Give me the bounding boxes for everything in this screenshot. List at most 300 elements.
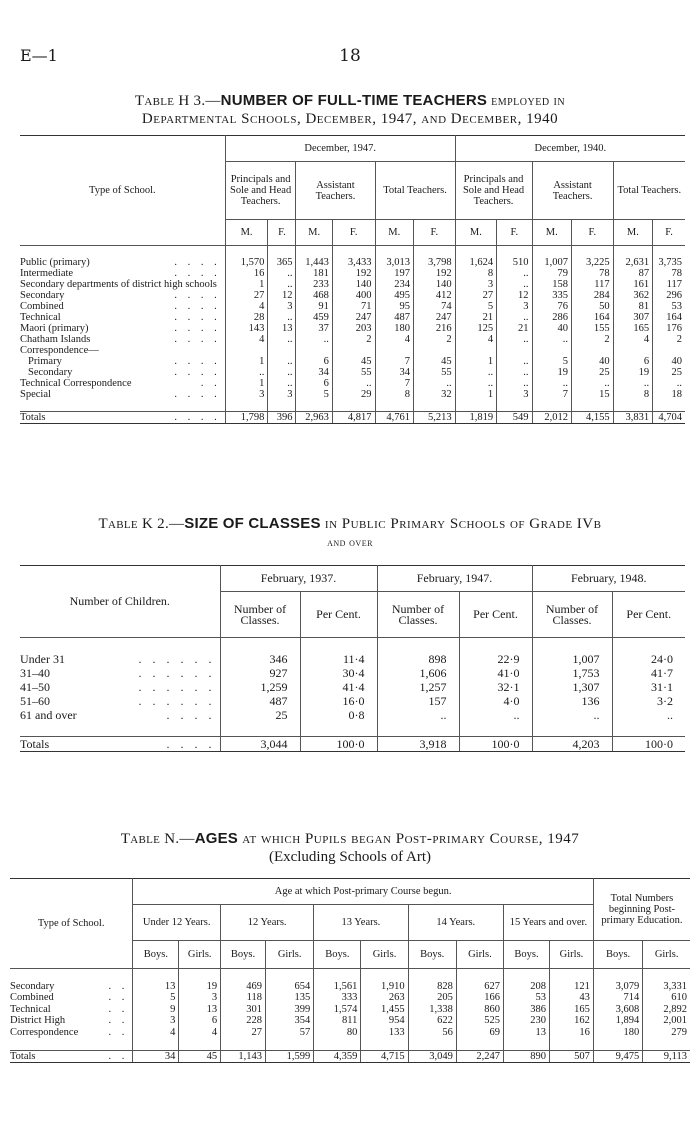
table-row [20,312,685,323]
table-cell: 203 [332,323,375,334]
table-cell: 9,113 [643,1050,690,1063]
table-cell: 40 [653,356,685,367]
row-label-text: 61 and over [20,708,77,722]
table-cell: 27 [455,290,497,301]
column-header-type: Type of School. [10,879,133,969]
table-n-heading: AGES [194,830,238,847]
table-cell: 155 [572,323,614,334]
table-cell: 5 [296,389,332,400]
row-label-text: Correspondence— [20,345,99,356]
table-cell [332,345,375,356]
table-row [20,708,685,722]
table-cell: .. [332,378,375,389]
column-header-type: Type of School. [20,136,225,246]
row-label-text: Under 31 [20,652,65,666]
table-cell: 27 [225,290,268,301]
row-label-text: Technical [10,1003,51,1015]
row-label-text: Secondary [28,367,73,378]
table-cell: 208 [503,981,549,993]
table-cell: 13 [179,1004,221,1016]
row-label-text: 51–60 [20,694,50,708]
table-cell: 40 [572,356,614,367]
teachers-table [20,135,685,424]
table-cell: 4,155 [572,412,614,424]
table-row [20,666,685,680]
table-cell: 78 [572,268,614,279]
age-header: Under 12 Years. [133,905,221,941]
column-header-percent: Per Cent. [612,592,685,638]
table-cell: 362 [613,290,653,301]
table-cell: 230 [503,1015,549,1027]
table-cell: 4 [225,334,268,345]
table-cell: 19 [532,367,572,378]
table-cell: 18 [653,389,685,400]
table-n-title [20,830,680,866]
table-k2-heading-rest: in Public Primary Schools of Grade IVb [320,516,602,532]
table-cell: 1,753 [532,666,612,680]
table-cell: 346 [220,652,300,666]
table-cell: 1,007 [532,652,612,666]
table-cell: 233 [296,279,332,290]
girls-header: Girls. [643,941,690,969]
row-label-text: Totals [10,1050,36,1062]
table-cell: .. [413,378,455,389]
table-cell: 100·0 [612,737,685,752]
table-cell: 6 [613,356,653,367]
girls-header: Girls. [456,941,503,969]
row-label [20,666,220,680]
table-row [20,345,685,356]
table-cell [225,345,268,356]
table-cell: 13 [268,323,296,334]
table-cell: 399 [266,1004,314,1016]
boys-header: Boys. [503,941,549,969]
period-header-1947: December, 1947. [225,136,455,162]
table-cell: 4,761 [375,412,413,424]
table-cell: 143 [225,323,268,334]
table-cell: 30·4 [300,666,377,680]
table-cell: 4 [179,1027,221,1039]
table-n-heading-rest: at which Pupils began Post-primary Course, 1947 [238,831,580,847]
table-row [10,1004,690,1016]
table-cell: 6 [296,356,332,367]
table-k2-subheading: and over [327,537,373,549]
table-cell: 205 [408,992,456,1004]
table-cell: 27 [221,1027,266,1039]
table-row [20,279,685,290]
table-cell: 8 [613,389,653,400]
table-cell: .. [572,378,614,389]
table-cell: 627 [456,981,503,993]
sex-header-f: F. [268,220,296,246]
row-label-text: Totals [20,412,46,423]
leader-dots: . . . . . . [138,694,216,708]
column-header-percent: Per Cent. [300,592,377,638]
group-header-principals: Principals and Sole and Head Teachers. [225,162,296,220]
table-cell: .. [532,708,612,722]
table-cell: 2 [572,334,614,345]
leader-dots: . . [200,378,221,389]
table-cell: 24·0 [612,652,685,666]
table-cell: .. [268,268,296,279]
table-cell: 78 [653,268,685,279]
table-cell: 165 [550,1004,594,1016]
table-cell: 8 [455,268,497,279]
table-cell: 29 [332,389,375,400]
table-cell: 4,359 [314,1050,361,1063]
leader-dots: . . . . . . [138,680,216,694]
table-cell: 5,213 [413,412,455,424]
table-cell: 3 [268,389,296,400]
leader-dots: . . . . [174,257,221,268]
table-cell: 12 [497,290,532,301]
table-cell: 87 [613,268,653,279]
table-cell [497,345,532,356]
table-row [20,334,685,345]
table-cell: 41·0 [459,666,532,680]
table-cell: .. [497,356,532,367]
table-cell: 247 [332,312,375,323]
table-cell: 1,606 [377,666,459,680]
table-cell: 133 [361,1027,408,1039]
table-cell: 100·0 [300,737,377,752]
table-cell: 495 [375,290,413,301]
table-row [20,680,685,694]
table-cell: 4,704 [653,412,685,424]
leader-dots: . . . . [174,412,221,423]
column-header-classes: Number of Classes. [532,592,612,638]
sex-header-m: M. [225,220,268,246]
table-cell: .. [455,378,497,389]
table-cell: 81 [613,301,653,312]
table-cell: .. [455,367,497,378]
column-header-children: Number of Children. [20,566,220,638]
table-cell: .. [497,367,532,378]
table-cell: 654 [266,981,314,993]
leader-dots: . . . . [174,312,221,323]
table-cell: 333 [314,992,361,1004]
ages-table [10,878,690,1063]
table-cell: 898 [377,652,459,666]
group-header-total: Total Teachers. [613,162,685,220]
row-label [20,279,225,290]
table-cell: .. [497,268,532,279]
table-cell: 34 [133,1050,179,1063]
table-cell: 34 [296,367,332,378]
table-cell: 136 [532,694,612,708]
table-cell: 5 [133,992,179,1004]
row-label [20,412,225,424]
table-cell: 57 [266,1027,314,1039]
table-cell: 6 [296,378,332,389]
table-cell: 286 [532,312,572,323]
table-cell: 0·8 [300,708,377,722]
group-header-principals: Principals and Sole and Head Teachers. [455,162,532,220]
table-cell: .. [497,334,532,345]
table-cell: 1,257 [377,680,459,694]
row-label [20,378,225,389]
row-label [10,981,133,993]
leader-dots: . . . . [174,389,221,400]
spacer-row [20,400,685,412]
table-cell: 181 [296,268,332,279]
table-cell: 1 [455,389,497,400]
row-label [20,389,225,400]
page-reference: E—1 [20,46,58,65]
spacer-row [20,722,685,737]
table-cell: 197 [375,268,413,279]
table-cell: 41·7 [612,666,685,680]
table-cell: 1 [455,356,497,367]
totals-row [10,1050,690,1063]
table-cell: 3,331 [643,981,690,993]
leader-dots: . . . . [174,301,221,312]
table-cell: 5 [455,301,497,312]
row-label [20,345,225,356]
table-cell: 3·2 [612,694,685,708]
table-h3-heading: NUMBER OF FULL-TIME TEACHERS [220,92,488,109]
table-cell: .. [268,378,296,389]
table-cell: 13 [503,1027,549,1039]
table-cell [413,345,455,356]
table-cell: 1,338 [408,1004,456,1016]
table-cell: 55 [413,367,455,378]
table-cell: .. [497,279,532,290]
table-cell: 1,894 [593,1015,642,1027]
table-cell: 11·4 [300,652,377,666]
table-row [20,367,685,378]
row-label [10,992,133,1004]
table-cell: .. [268,356,296,367]
leader-dots: . . [108,1026,129,1038]
table-cell: 1,910 [361,981,408,993]
row-label [20,323,225,334]
table-cell: 157 [377,694,459,708]
row-label [10,1015,133,1027]
table-cell: 1,561 [314,981,361,993]
row-label-text: Maori (primary) [20,323,89,334]
row-label-text: Technical Correspondence [20,378,132,389]
totals-row [20,737,685,752]
table-cell: 1 [225,356,268,367]
table-cell: 3 [497,301,532,312]
row-label-text: Technical [20,312,61,323]
row-label-text: Totals [20,737,50,751]
table-cell: 2,012 [532,412,572,424]
table-cell: 79 [532,268,572,279]
table-cell: 3 [225,389,268,400]
table-cell: .. [268,312,296,323]
table-cell: 135 [266,992,314,1004]
group-header-assistant: Assistant Teachers. [532,162,613,220]
table-cell: 16 [550,1027,594,1039]
table-cell: 164 [653,312,685,323]
table-cell [613,345,653,356]
table-cell: 16·0 [300,694,377,708]
table-cell: 828 [408,981,456,993]
table-cell: .. [532,334,572,345]
table-cell: 3,608 [593,1004,642,1016]
table-cell: .. [377,708,459,722]
table-cell: 3,013 [375,257,413,268]
table-h3-label: Table H 3.— [134,93,221,109]
table-cell [268,345,296,356]
table-cell: 34 [375,367,413,378]
row-label [20,367,225,378]
table-k2-title [20,515,680,552]
table-cell: 2,892 [643,1004,690,1016]
row-label [10,1004,133,1016]
row-label-text: Secondary [20,290,65,301]
age-group-header: Age at which Post-primary Course begun. [133,879,594,905]
table-cell: 3,831 [613,412,653,424]
row-label-text: 41–50 [20,680,50,694]
table-cell: 100·0 [459,737,532,752]
row-label [20,334,225,345]
table-cell: .. [225,367,268,378]
table-row [20,378,685,389]
table-cell: 622 [408,1015,456,1027]
table-cell: 22·9 [459,652,532,666]
table-cell: 7 [532,389,572,400]
table-cell: 3 [133,1015,179,1027]
row-label [10,1050,133,1063]
table-cell: 32 [413,389,455,400]
table-cell: 95 [375,301,413,312]
boys-header: Boys. [408,941,456,969]
leader-dots: . . . . [166,737,216,751]
table-cell: 3,079 [593,981,642,993]
row-label [20,290,225,301]
period-header: February, 1937. [220,566,377,592]
table-cell: 2,247 [456,1050,503,1063]
table-cell: 2 [413,334,455,345]
group-header-assistant: Assistant Teachers. [296,162,375,220]
table-cell: 69 [456,1027,503,1039]
period-header-1940: December, 1940. [455,136,685,162]
period-header: February, 1947. [377,566,532,592]
table-cell: 45 [179,1050,221,1063]
table-cell: 12 [268,290,296,301]
table-cell: 1,574 [314,1004,361,1016]
leader-dots: . . [108,980,129,992]
table-row [20,290,685,301]
table-cell: 510 [497,257,532,268]
table-row [10,1015,690,1027]
spacer-row [10,1038,690,1050]
age-header: 14 Years. [408,905,503,941]
row-label-text: Combined [10,992,54,1003]
sex-header-f: F. [572,220,614,246]
table-cell: 165 [613,323,653,334]
class-size-table [20,565,685,752]
table-row [20,301,685,312]
sex-header-m: M. [532,220,572,246]
table-cell: 192 [413,268,455,279]
table-cell: 296 [653,290,685,301]
table-cell: 32·1 [459,680,532,694]
table-cell: 158 [532,279,572,290]
table-h3-subheading: Departmental Schools, December, 1947, and December, 1940 [141,111,559,127]
table-cell: 21 [497,323,532,334]
table-cell: 9 [133,1004,179,1016]
boys-header: Boys. [314,941,361,969]
table-cell: 469 [221,981,266,993]
table-cell: 19 [613,367,653,378]
sex-header-f: F. [653,220,685,246]
girls-header: Girls. [361,941,408,969]
table-cell: 400 [332,290,375,301]
table-cell: 164 [572,312,614,323]
table-n-label: Table N.— [120,831,195,847]
table-cell [532,345,572,356]
table-row [20,389,685,400]
table-cell: 3,049 [408,1050,456,1063]
row-label-text: Correspondence [10,1026,79,1038]
row-label [20,737,220,752]
table-cell: 25 [572,367,614,378]
table-cell: 228 [221,1015,266,1027]
table-cell: 3 [497,389,532,400]
table-cell: 192 [332,268,375,279]
table-cell: 3,798 [413,257,455,268]
table-cell: 125 [455,323,497,334]
period-header: February, 1948. [532,566,685,592]
table-cell: 180 [593,1027,642,1039]
table-cell: .. [268,367,296,378]
leader-dots: . . [108,1050,129,1062]
table-cell: 55 [332,367,375,378]
table-cell: 1,307 [532,680,612,694]
table-cell: 19 [179,981,221,993]
leader-dots: . . [108,992,129,1003]
table-row [20,356,685,367]
row-label [20,356,225,367]
leader-dots: . . . . [174,367,221,378]
table-cell: 396 [268,412,296,424]
table-cell: 3,433 [332,257,375,268]
table-k2-heading: SIZE OF CLASSES [184,515,321,532]
table-cell: 610 [643,992,690,1004]
row-label-text: Secondary departments of district high schools [20,279,217,290]
table-cell: 15 [572,389,614,400]
row-label-text: Public (primary) [20,257,90,268]
column-header-percent: Per Cent. [459,592,532,638]
row-label-text: Secondary [10,980,55,992]
table-cell: 487 [220,694,300,708]
age-header: 15 Years and over. [503,905,593,941]
sex-header-f: F. [497,220,532,246]
leader-dots: . . . . [166,708,216,722]
table-cell: 7 [375,356,413,367]
table-h3-heading-rest: employed in [487,94,566,109]
table-cell: 247 [413,312,455,323]
table-cell: 53 [503,992,549,1004]
table-cell: 4 [455,334,497,345]
table-cell: 3 [455,279,497,290]
table-cell: 8 [375,389,413,400]
table-cell: 4 [613,334,653,345]
sex-header-m: M. [613,220,653,246]
table-cell: 3,225 [572,257,614,268]
table-k2-label: Table K 2.— [98,516,185,532]
table-cell: 91 [296,301,332,312]
table-cell: 4 [375,334,413,345]
table-cell: 4,817 [332,412,375,424]
table-cell: 37 [296,323,332,334]
table-cell: 80 [314,1027,361,1039]
girls-header: Girls. [179,941,221,969]
